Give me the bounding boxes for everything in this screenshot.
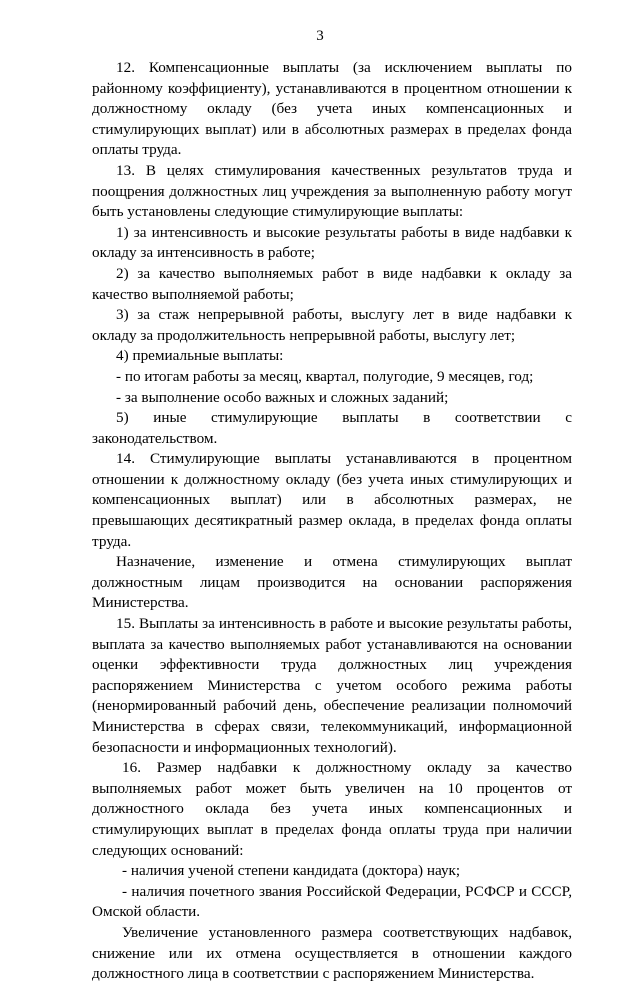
- list-item-2: 2) за качество выполняемых работ в виде надбавки к окладу за качество выполняемой работы;: [92, 264, 572, 303]
- paragraph-14: 14. Стимулирующие выплаты устанавливаются в процентном отношении к должностному окладу (без учета иных стимулирующих и компенсационных выплат) или в абсолютных размерах, не превышающих десятикратный размер оклада, в пределах фонда оплаты труда.: [92, 450, 572, 550]
- sub-item-bonus-tasks: - за выполнение особо важных и сложных заданий;: [116, 388, 449, 406]
- paragraph-13: 13. В целях стимулирования качественных результатов труда и поощрения должностных лиц учреждения за выполненную работу могут быть установлены следующие стимулирующие выплаты:: [92, 161, 572, 221]
- list-item-3: 3) за стаж непрерывной работы, выслугу лет в виде надбавки к окладу за продолжительность непрерывной работы, выслугу лет;: [92, 306, 572, 344]
- paragraph-16: 16. Размер надбавки к должностному окладу за качество выполняемых работ может быть увеличен на 10 процентов от должностного оклада без учета иных компенсационных и стимулирующих выплат в пределах фонда оплаты труда при наличии следующих оснований:: [92, 759, 572, 859]
- paragraph-increase: Увеличение установленного размера соответствующих надбавок, снижение или их отмена осуществляется в отношении каждого должностного лица в соответствии с распоряжением Министерства.: [92, 923, 572, 983]
- list-item-4: 4) премиальные выплаты:: [116, 347, 284, 365]
- list-item-1: 1) за интенсивность и высокие результаты работы в виде надбавки к окладу за интенсивность в работе;: [92, 223, 572, 262]
- document-body: [92, 58, 572, 985]
- paragraph-15: 15. Выплаты за интенсивность в работе и высокие результаты работы, выплата за качество выполняемых работ устанавливаются на основании оценки эффективности труда должностных лиц учреждения распоряжением Министерства с учетом особого режима работы (ненормированный рабочий день, обеспечение реализации полномочий Министерства в сферах связи, телекоммуникаций, информационной безопасности и информационных технологий).: [92, 615, 572, 756]
- list-item-5: 5) иные стимулирующие выплаты в соответствии с законодательством.: [92, 409, 572, 447]
- sub-item-degree: - наличия ученой степени кандидата (доктора) наук;: [122, 862, 461, 880]
- paragraph-assignment: Назначение, изменение и отмена стимулирующих выплат должностным лицам производится на основании распоряжения Министерства.: [92, 553, 572, 612]
- page-number: 3: [316, 28, 324, 44]
- sub-item-title: - наличия почетного звания Российской Федерации, РСФСР и СССР, Омской области.: [92, 882, 572, 921]
- paragraph-12: 12. Компенсационные выплаты (за исключением выплаты по районному коэффициенту), устанавливаются в процентном отношении к должностному окладу (без учета иных компенсационных и стимулирующих выплат) или в абсолютных размерах в пределах фонда оплаты труда.: [92, 59, 572, 159]
- sub-item-bonus-periodic: - по итогам работы за месяц, квартал, полугодие, 9 месяцев, год;: [116, 367, 534, 385]
